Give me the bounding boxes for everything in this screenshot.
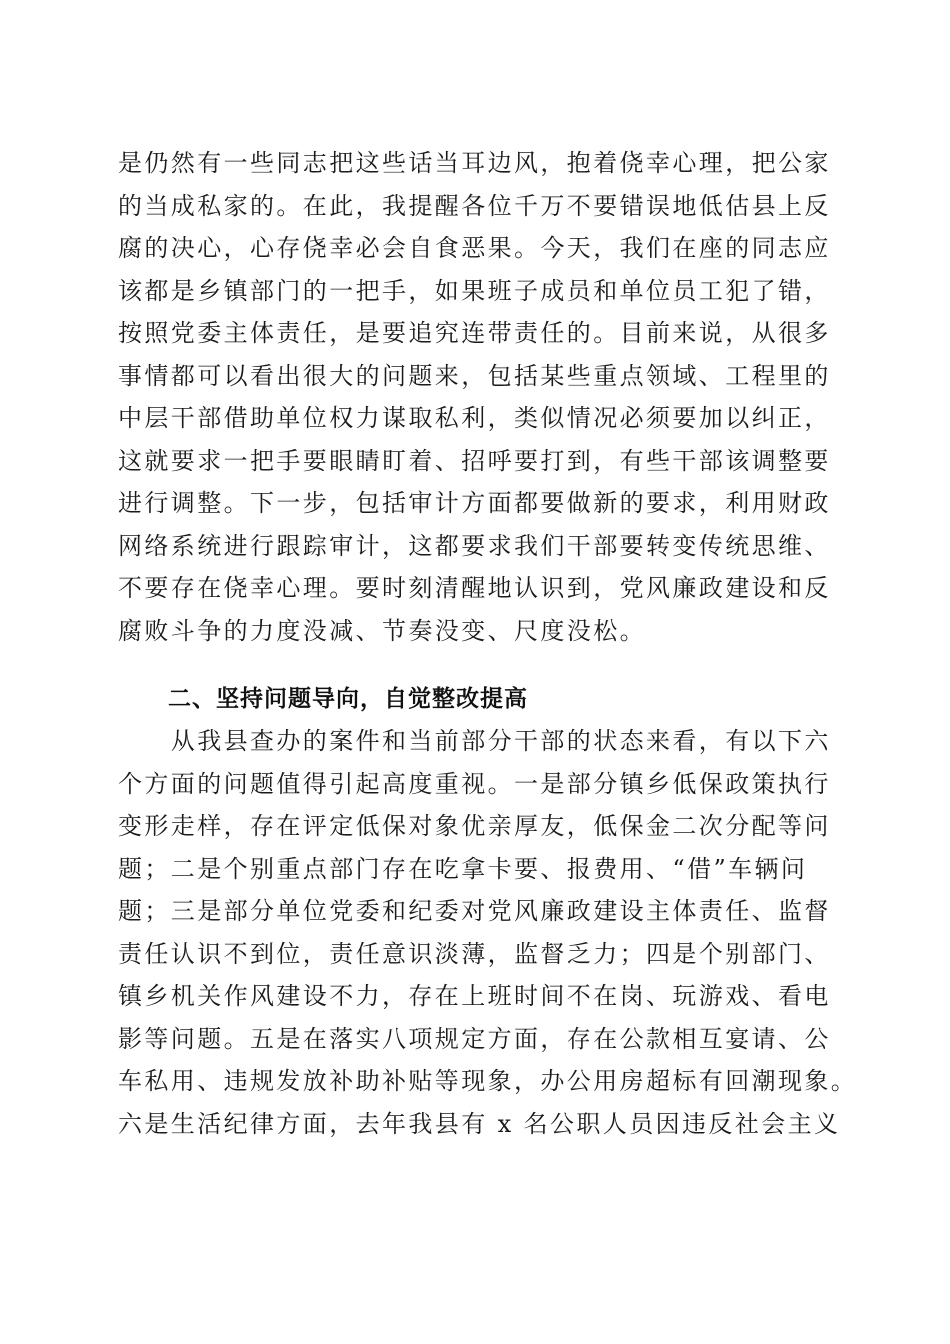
text-line: 责任认识不到位，责任意识淡薄，监督乏力；四是个别部门、 bbox=[118, 939, 831, 968]
text-line: 六是生活纪律方面，去年我县有 x 名公职人员因违反社会主义 bbox=[118, 1109, 841, 1138]
text-line: 的当成私家的。在此，我提醒各位千万不要错误地低估县上反 bbox=[118, 191, 831, 220]
text-line: 腐的决心，心存侥幸必会自食恶果。今天，我们在座的同志应 bbox=[118, 234, 831, 262]
text-line: 事情都可以看出很大的问题来，包括某些重点领域、工程里的 bbox=[118, 361, 831, 390]
text-line: 影等问题。五是在落实八项规定方面，存在公款相互宴请、公 bbox=[118, 1024, 831, 1053]
text-line: 从我县查办的案件和当前部分干部的状态来看，有以下六 bbox=[118, 727, 831, 755]
paragraph-continuation bbox=[118, 142, 830, 652]
text-line: 按照党委主体责任，是要追究连带责任的。目前来说，从很多 bbox=[118, 319, 831, 347]
text-line: 个方面的问题值得引起高度重视。一是部分镇乡低保政策执行 bbox=[118, 769, 831, 798]
text-line: 车私用、违规发放补助补贴等现象，办公用房超标有回潮现象。 bbox=[118, 1067, 858, 1095]
section-heading: 二、坚持问题导向，自觉整改提高 bbox=[168, 686, 528, 712]
text-line: 中层干部借助单位权力谋取私利，类似情况必须要加以纠正， bbox=[118, 404, 831, 432]
text-line: 这就要求一把手要眼睛盯着、招呼要打到，有些干部该调整要 bbox=[118, 446, 831, 475]
text-line: 腐败斗争的力度没减、节奏没变、尺度没松。 bbox=[118, 616, 646, 645]
text-line: 题；三是部分单位党委和纪委对党风廉政建设主体责任、监督 bbox=[118, 897, 831, 925]
text-line: 不要存在侥幸心理。要时刻清醒地认识到，党风廉政建设和反 bbox=[118, 574, 831, 602]
text-line: 镇乡机关作风建设不力，存在上班时间不在岗、玩游戏、看电 bbox=[118, 982, 831, 1010]
text-line: 网络系统进行跟踪审计，这都要求我们干部要转变传统思维、 bbox=[118, 531, 831, 560]
text-line: 是仍然有一些同志把这些话当耳边风，抱着侥幸心理，把公家 bbox=[118, 149, 831, 177]
text-line: 进行调整。下一步，包括审计方面都要做新的要求，利用财政 bbox=[118, 489, 831, 517]
text-line: 题；二是个别重点部门存在吃拿卡要、报费用、“借”车辆问 bbox=[118, 854, 808, 883]
paragraph-problems bbox=[118, 720, 858, 1145]
text-line: 该都是乡镇部门的一把手，如果班子成员和单位员工犯了错， bbox=[118, 276, 831, 305]
text-line: 变形走样，存在评定低保对象优亲厚友，低保金二次分配等问 bbox=[118, 812, 831, 840]
